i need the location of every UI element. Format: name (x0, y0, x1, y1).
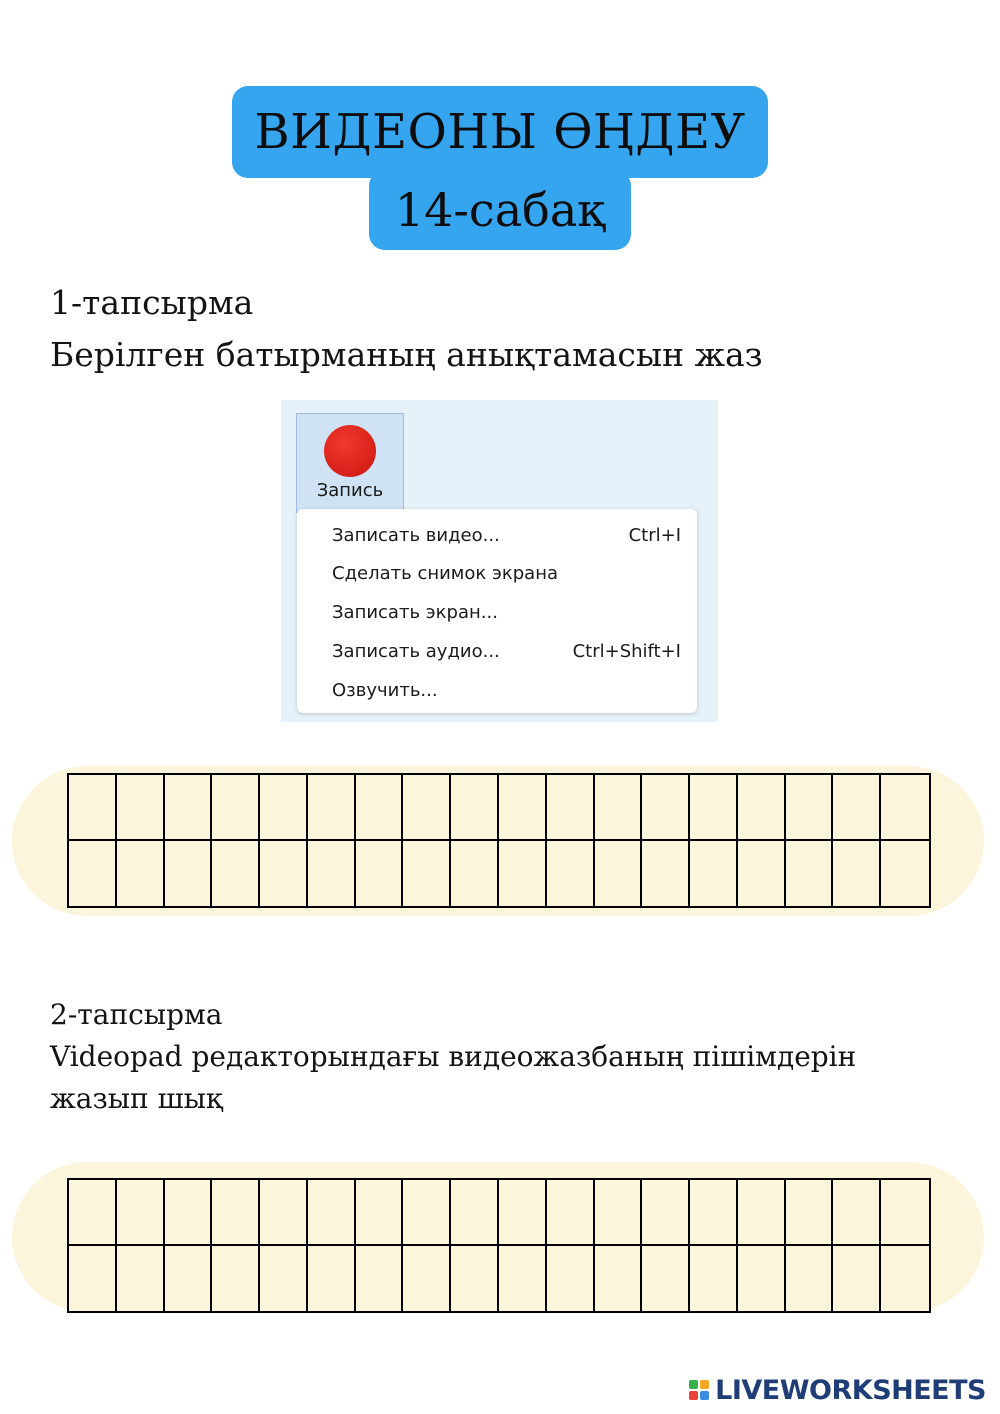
answer-cell[interactable] (499, 1246, 547, 1312)
answer-cell[interactable] (833, 1246, 881, 1312)
subtitle-banner (369, 170, 631, 250)
title-banner (232, 86, 768, 178)
liveworksheets-logo (689, 1372, 986, 1408)
answer-cell[interactable] (547, 1180, 595, 1246)
answer-cell[interactable] (356, 1246, 404, 1312)
answer-cell[interactable] (403, 775, 451, 841)
answer-cell[interactable] (690, 1246, 738, 1312)
answer-cell[interactable] (117, 1180, 165, 1246)
answer-cell[interactable] (165, 1180, 213, 1246)
menu-item-voiceover (332, 675, 681, 705)
menu-item-label: Записать аудио... (332, 640, 500, 662)
answer-cell[interactable] (260, 775, 308, 841)
menu-item-screenshot (332, 558, 681, 588)
answer-cell[interactable] (451, 841, 499, 907)
answer-cell[interactable] (786, 1246, 834, 1312)
answer-cell[interactable] (260, 1246, 308, 1312)
answer-cell[interactable] (403, 841, 451, 907)
answer-cell[interactable] (117, 841, 165, 907)
task2-instruction-line1: Videopad редакторындағы видеожазбаның пішімдерін (50, 1040, 857, 1073)
answer-cell[interactable] (738, 1246, 786, 1312)
liveworksheets-icon (689, 1380, 709, 1400)
answer-cell[interactable] (451, 1246, 499, 1312)
answer-cell[interactable] (547, 775, 595, 841)
menu-item-shortcut: Ctrl+Shift+I (572, 640, 681, 662)
menu-item-record-audio (332, 636, 681, 666)
answer-cell[interactable] (212, 775, 260, 841)
answer-cell[interactable] (356, 775, 404, 841)
record-menu-screenshot (281, 400, 718, 722)
answer-cell[interactable] (260, 841, 308, 907)
answer-cell[interactable] (212, 1246, 260, 1312)
answer-cell[interactable] (403, 1246, 451, 1312)
task2-label: 2-тапсырма (50, 998, 223, 1031)
answer-cell[interactable] (881, 841, 929, 907)
answer-cell[interactable] (260, 1180, 308, 1246)
answer-cell[interactable] (69, 775, 117, 841)
record-button-label: Запись (316, 480, 384, 501)
answer-cell[interactable] (403, 1180, 451, 1246)
answer-cell[interactable] (308, 841, 356, 907)
brand-name: LIVEWORKSHEETS (715, 1374, 986, 1406)
answer-cell[interactable] (738, 841, 786, 907)
answer-cell[interactable] (786, 775, 834, 841)
answer-cell[interactable] (356, 1180, 404, 1246)
answer-cell[interactable] (451, 775, 499, 841)
answer-cell[interactable] (165, 1246, 213, 1312)
answer-cell[interactable] (786, 1180, 834, 1246)
answer-cell[interactable] (690, 1180, 738, 1246)
lesson-number: 14-сабақ (394, 183, 606, 237)
answer-cell[interactable] (595, 775, 643, 841)
answer-cell[interactable] (595, 1180, 643, 1246)
menu-item-label: Сделать снимок экрана (332, 562, 558, 584)
answer-cell[interactable] (69, 1246, 117, 1312)
answer-cell[interactable] (308, 775, 356, 841)
answer-cell[interactable] (833, 841, 881, 907)
answer-cell[interactable] (642, 1180, 690, 1246)
answer-grid-1[interactable] (67, 773, 931, 908)
answer-cell[interactable] (117, 775, 165, 841)
answer-cell[interactable] (833, 1180, 881, 1246)
answer-cell[interactable] (69, 1180, 117, 1246)
answer-cell[interactable] (308, 1246, 356, 1312)
page-title: ВИДЕОНЫ ӨҢДЕУ (254, 104, 746, 160)
answer-cell[interactable] (356, 841, 404, 907)
answer-cell[interactable] (547, 1246, 595, 1312)
menu-item-label: Озвучить... (332, 679, 438, 701)
answer-cell[interactable] (595, 841, 643, 907)
answer-cell[interactable] (547, 841, 595, 907)
answer-cell[interactable] (738, 775, 786, 841)
menu-item-record-screen (332, 597, 681, 627)
record-icon (324, 425, 376, 477)
answer-cell[interactable] (595, 1246, 643, 1312)
task1-instruction: Берілген батырманың анықтамасын жаз (50, 335, 763, 374)
answer-cell[interactable] (690, 775, 738, 841)
answer-cell[interactable] (308, 1180, 356, 1246)
task2-instruction-line2: жазып шық (50, 1082, 223, 1115)
answer-cell[interactable] (165, 841, 213, 907)
answer-cell[interactable] (881, 1246, 929, 1312)
answer-cell[interactable] (881, 775, 929, 841)
answer-cell[interactable] (212, 1180, 260, 1246)
answer-cell[interactable] (69, 841, 117, 907)
answer-cell[interactable] (212, 841, 260, 907)
answer-cell[interactable] (165, 775, 213, 841)
answer-cell[interactable] (690, 841, 738, 907)
menu-item-label: Записать видео... (332, 524, 500, 546)
record-button (296, 413, 404, 513)
menu-item-shortcut: Ctrl+I (628, 524, 681, 546)
task1-label: 1-тапсырма (50, 283, 254, 322)
answer-cell[interactable] (786, 841, 834, 907)
answer-cell[interactable] (499, 1180, 547, 1246)
answer-cell[interactable] (642, 1246, 690, 1312)
answer-cell[interactable] (833, 775, 881, 841)
menu-item-record-video (332, 520, 681, 550)
answer-cell[interactable] (499, 841, 547, 907)
answer-cell[interactable] (642, 841, 690, 907)
record-dropdown-menu (297, 509, 697, 713)
menu-item-label: Записать экран... (332, 601, 498, 623)
answer-cell[interactable] (881, 1180, 929, 1246)
answer-cell[interactable] (642, 775, 690, 841)
answer-grid-2[interactable] (67, 1178, 931, 1313)
answer-cell[interactable] (117, 1246, 165, 1312)
answer-cell[interactable] (451, 1180, 499, 1246)
answer-cell[interactable] (499, 775, 547, 841)
answer-cell[interactable] (738, 1180, 786, 1246)
